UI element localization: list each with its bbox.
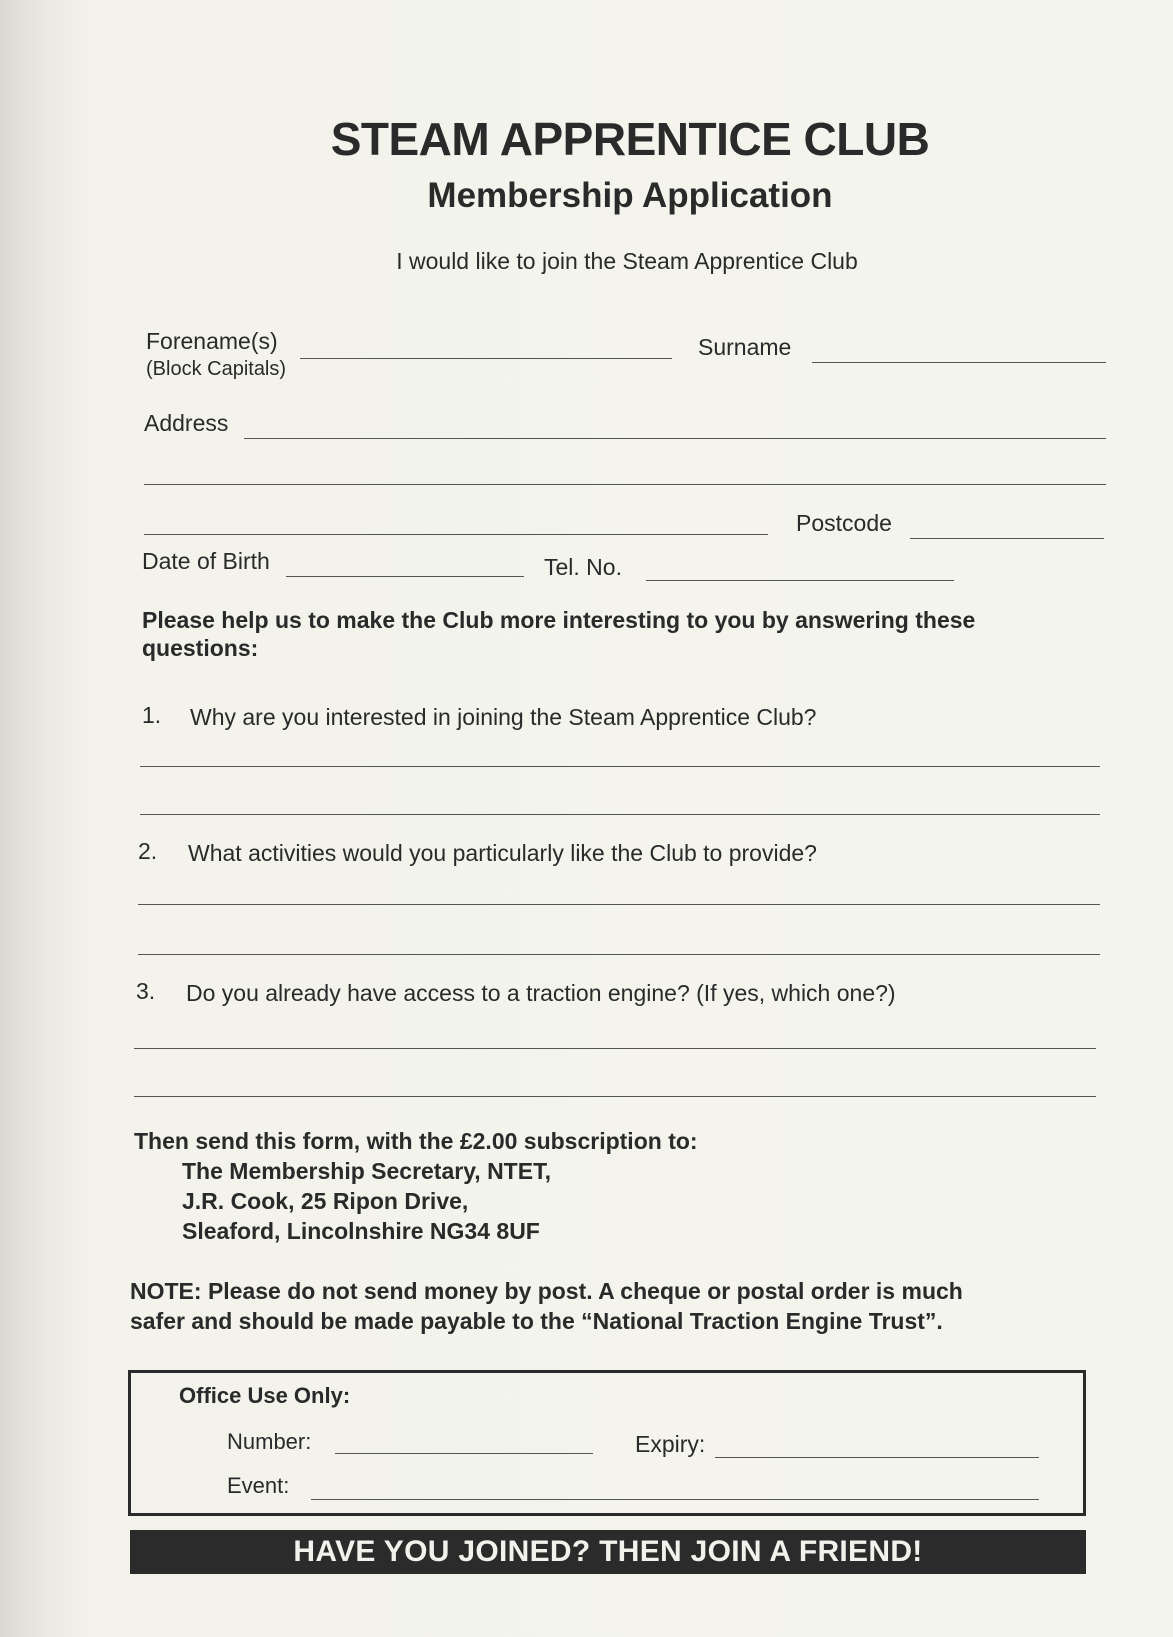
join-a-friend-banner: HAVE YOU JOINED? THEN JOIN A FRIEND!	[130, 1530, 1086, 1574]
send-address-line-3: Sleaford, Lincolnshire NG34 8UF	[182, 1218, 540, 1244]
expiry-field[interactable]	[715, 1457, 1039, 1458]
event-label: Event:	[227, 1473, 290, 1498]
office-use-heading: Office Use Only:	[179, 1383, 351, 1408]
forename-label: Forename(s)	[146, 328, 278, 354]
note-line-2: safer and should be made payable to the “National Traction Engine Trust”.	[130, 1308, 943, 1334]
office-use-box	[128, 1370, 1086, 1516]
send-address-line-2: J.R. Cook, 25 Ripon Drive,	[182, 1188, 469, 1214]
question-2-answer-line-1[interactable]	[138, 904, 1100, 905]
address-label: Address	[144, 410, 229, 436]
question-3-text: Do you already have access to a traction engine? (If yes, which one?)	[186, 980, 896, 1006]
question-3-number: 3.	[136, 978, 156, 1004]
question-3-answer-line-1[interactable]	[134, 1048, 1096, 1049]
forename-field[interactable]	[300, 358, 672, 359]
address-field-line-3[interactable]	[144, 534, 768, 535]
page-subtitle: Membership Application	[427, 176, 833, 215]
question-1-answer-line-2[interactable]	[140, 814, 1100, 815]
send-instructions: Then send this form, with the £2.00 subscription to:	[134, 1128, 698, 1154]
surname-label: Surname	[698, 334, 792, 360]
page-title: STEAM APPRENTICE CLUB	[330, 113, 930, 165]
intro-text: I would like to join the Steam Apprentice Club	[396, 248, 858, 274]
send-address-line-1: The Membership Secretary, NTET,	[182, 1158, 551, 1184]
surname-field[interactable]	[812, 362, 1106, 363]
event-field[interactable]	[311, 1499, 1039, 1500]
block-capitals-note: (Block Capitals)	[146, 358, 287, 380]
question-2-text: What activities would you particularly like the Club to provide?	[188, 840, 817, 866]
number-field[interactable]	[335, 1453, 593, 1454]
number-label: Number:	[227, 1429, 312, 1454]
question-1-answer-line-1[interactable]	[140, 766, 1100, 767]
question-2-number: 2.	[138, 838, 158, 864]
dob-label: Date of Birth	[142, 548, 270, 574]
tel-label: Tel. No.	[544, 554, 622, 580]
question-1-text: Why are you interested in joining the Steam Apprentice Club?	[190, 704, 817, 730]
postcode-field[interactable]	[910, 538, 1104, 539]
questions-prompt: Please help us to make the Club more interesting to you by answering these questions:	[142, 607, 976, 661]
question-3-answer-line-2[interactable]	[134, 1096, 1096, 1097]
address-field-line-1[interactable]	[244, 438, 1106, 439]
question-2-answer-line-2[interactable]	[138, 954, 1100, 955]
expiry-label: Expiry:	[635, 1431, 706, 1457]
postcode-label: Postcode	[796, 510, 892, 536]
tel-field[interactable]	[646, 580, 954, 581]
dob-field[interactable]	[286, 576, 524, 577]
note-line-1: NOTE: Please do not send money by post. A cheque or postal order is much	[130, 1278, 963, 1304]
address-field-line-2[interactable]	[144, 484, 1106, 485]
question-1-number: 1.	[142, 702, 162, 728]
